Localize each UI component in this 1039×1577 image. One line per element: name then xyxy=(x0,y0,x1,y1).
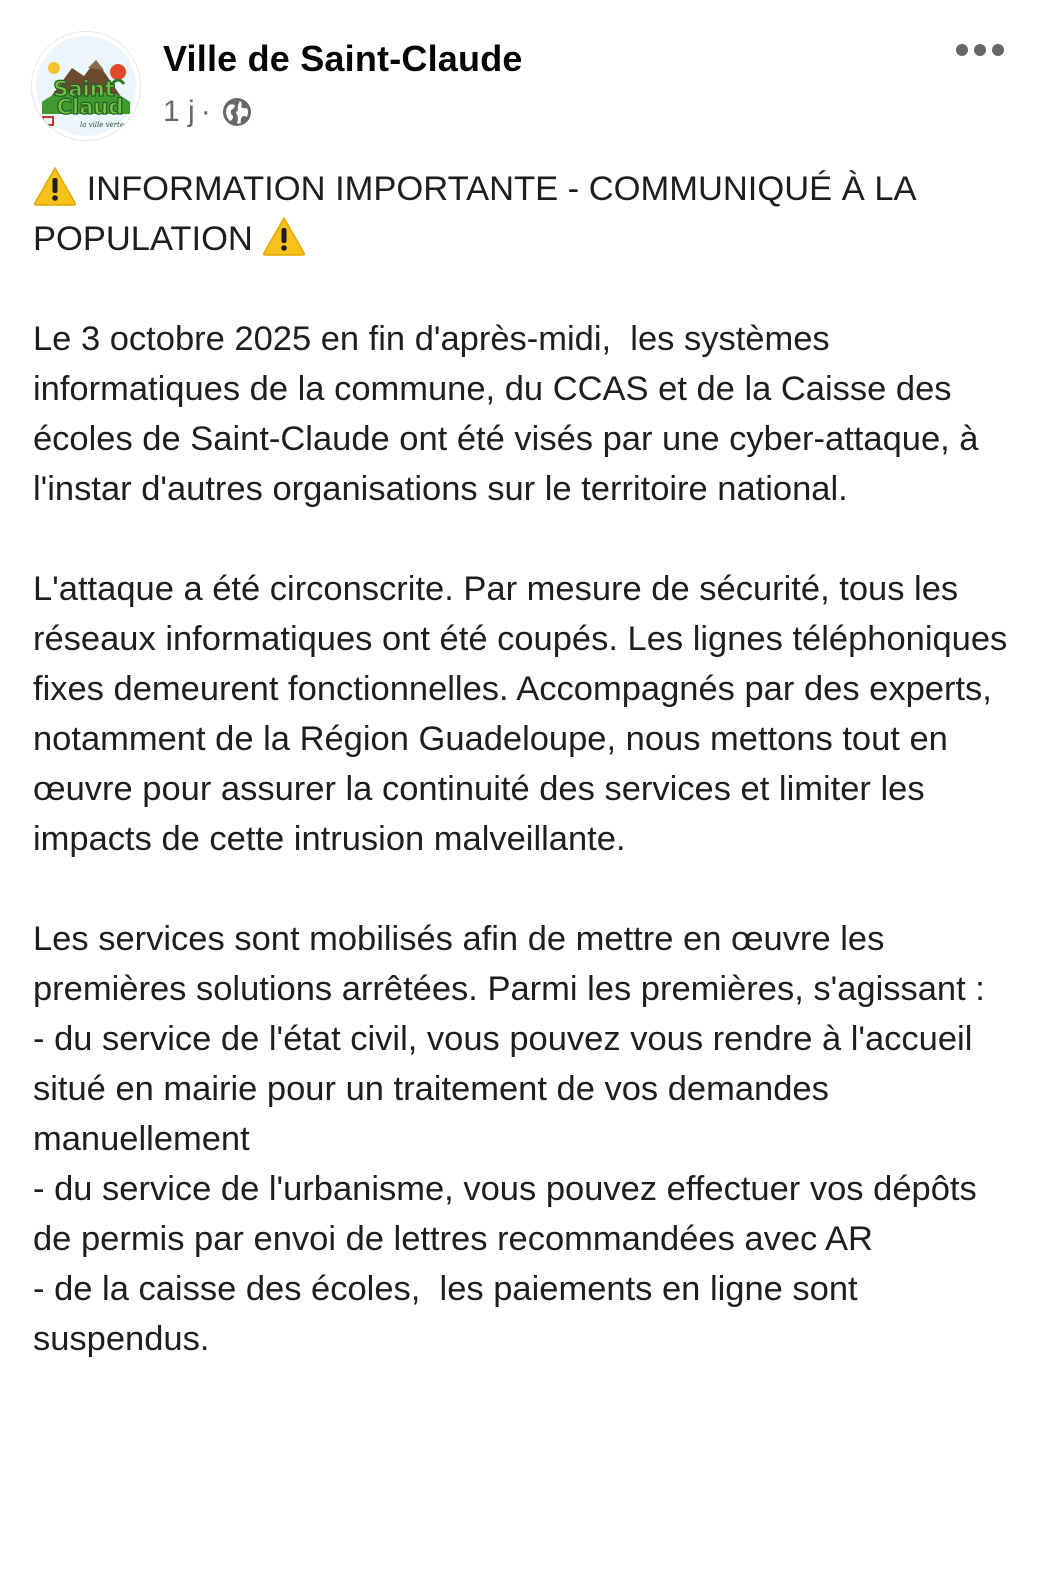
page-avatar[interactable] xyxy=(32,32,140,140)
svg-text:la ville verte: la ville verte xyxy=(79,121,125,129)
list-item: - du service de l'urbanisme, vous pouvez effectuer vos dépôts de permis par envoi de lettres recommandées avec AR xyxy=(33,1170,987,1258)
list-item: - du service de l'état civil, vous pouvez vous rendre à l'accueil situé en mairie pour un traitement de vos demandes manuellement xyxy=(33,1020,982,1158)
post-time[interactable]: 1 j xyxy=(163,95,195,128)
more-dot xyxy=(956,44,968,56)
list-item: - de la caisse des écoles, les paiements en ligne sont suspendus. xyxy=(33,1270,868,1358)
more-options-icon[interactable] xyxy=(948,30,1012,70)
globe-icon[interactable] xyxy=(221,96,253,128)
svg-text:Saint: Saint xyxy=(53,77,115,101)
warning-icon xyxy=(262,216,306,256)
post-title xyxy=(33,164,1018,264)
page-name[interactable]: Ville de Saint-Claude xyxy=(163,38,523,79)
svg-text:Claud: Claud xyxy=(56,95,124,119)
more-dot xyxy=(974,44,986,56)
post-paragraph-2: L'attaque a été circonscrite. Par mesure de sécurité, tous les réseaux informatiques ont été coupés. Les lignes téléphoniques fixes demeurent fonctionnelles. Accompagnés par des experts, notamment de la Région Guadeloupe, nous mettons tout en œuvre pour assurer la continuité des services et limiter les impacts de cette intrusion malveillante. xyxy=(33,570,1017,858)
more-dot xyxy=(992,44,1004,56)
post-paragraph-3: Les services sont mobilisés afin de mettre en œuvre les premières solutions arrêtées. Parmi les premières, s'agissant : xyxy=(33,920,985,1008)
meta-separator: · xyxy=(200,95,211,128)
post-paragraph-1: Le 3 octobre 2025 en fin d'après-midi, les systèmes informatiques de la commune, du CCAS et de la Caisse des écoles de Saint-Claude ont été visés par une cyber-attaque, à l'instar d'autres organisations sur le territoire national. xyxy=(33,320,989,508)
saint-claude-logo-icon xyxy=(32,32,140,140)
title-line-2: POPULATION xyxy=(33,220,253,258)
post-meta xyxy=(163,92,253,132)
post-header xyxy=(0,0,1039,150)
warning-icon xyxy=(33,166,77,206)
post-body xyxy=(33,164,1018,1364)
title-line-1: INFORMATION IMPORTANTE - COMMUNIQUÉ À LA xyxy=(86,170,917,208)
